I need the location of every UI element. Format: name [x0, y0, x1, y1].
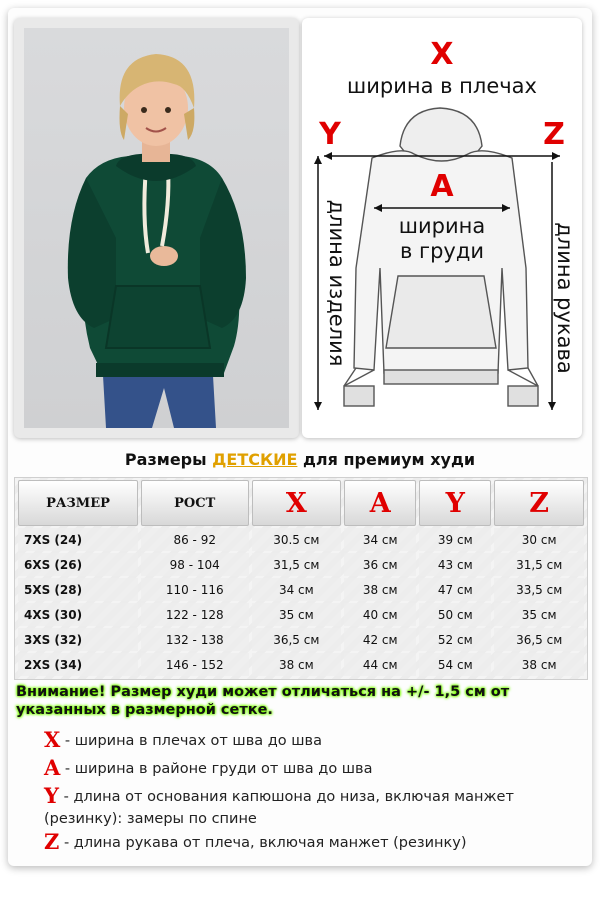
legend-letter-y: Y — [44, 783, 59, 808]
legend-item-x — [44, 729, 564, 752]
cell-x: 34 см — [252, 578, 342, 601]
cell-x: 31,5 см — [252, 553, 342, 576]
x-label: ширина в плечах — [347, 74, 537, 98]
header-z: Z — [494, 480, 584, 526]
cell-size: 6XS (26) — [18, 553, 138, 576]
title-highlight: ДЕТСКИЕ — [212, 450, 298, 469]
legend-item-z — [44, 831, 564, 854]
cell-y: 54 см — [419, 653, 491, 676]
a-label-line2: в груди — [399, 239, 485, 263]
cell-y: 43 см — [419, 553, 491, 576]
legend-letter-x: X — [44, 727, 61, 752]
table-row — [18, 553, 584, 576]
cell-a: 42 см — [344, 628, 416, 651]
cell-size: 5XS (28) — [18, 578, 138, 601]
cell-a: 40 см — [344, 603, 416, 626]
cell-z: 30 см — [494, 528, 584, 551]
cell-height: 146 - 152 — [141, 653, 249, 676]
cell-x: 30.5 см — [252, 528, 342, 551]
cell-y: 52 см — [419, 628, 491, 651]
legend-text-y: - длина от основания капюшона до низа, включая манжет (резинку): замеры по спине — [44, 789, 514, 827]
cell-x: 35 см — [252, 603, 342, 626]
header-a: A — [344, 480, 416, 526]
cell-z: 31,5 см — [494, 553, 584, 576]
product-photo-panel — [14, 18, 299, 438]
cell-size: 2XS (34) — [18, 653, 138, 676]
table-row — [18, 603, 584, 626]
legend-letter-z: Z — [44, 829, 60, 854]
legend-text-x: - ширина в плечах от шва до шва — [64, 733, 322, 749]
legend-letter-a: A — [44, 755, 61, 780]
legend-item-a — [44, 757, 564, 780]
table-row — [18, 578, 584, 601]
cell-size: 4XS (30) — [18, 603, 138, 626]
cell-size: 7XS (24) — [18, 528, 138, 551]
title-suffix: для премиум худи — [302, 450, 476, 469]
a-label-line1: ширина — [398, 214, 486, 238]
table-row — [18, 653, 584, 676]
cell-y: 47 см — [419, 578, 491, 601]
y-letter: Y — [319, 117, 341, 152]
cell-height: 98 - 104 — [141, 553, 249, 576]
cell-a: 38 см — [344, 578, 416, 601]
cell-y: 39 см — [419, 528, 491, 551]
header-y: Y — [419, 480, 491, 526]
cell-x: 38 см — [252, 653, 342, 676]
hand-shape — [150, 246, 178, 266]
table-row — [18, 528, 584, 551]
cell-z: 36,5 см — [494, 628, 584, 651]
header-x: X — [252, 480, 342, 526]
legend-text-a: - ширина в районе груди от шва до шва — [64, 761, 373, 777]
title-prefix: Размеры — [124, 450, 207, 469]
table-row — [18, 628, 584, 651]
hoodie-waistband — [96, 363, 224, 377]
size-chart-title — [0, 450, 600, 469]
size-table-header-row — [18, 480, 584, 526]
header-height: РОСТ — [141, 480, 249, 526]
header-size: РАЗМЕР — [18, 480, 138, 526]
measurement-diagram-panel — [302, 18, 582, 438]
x-letter: X — [430, 37, 454, 72]
cell-z: 38 см — [494, 653, 584, 676]
cell-height: 132 - 138 — [141, 628, 249, 651]
cell-size: 3XS (32) — [18, 628, 138, 651]
cell-y: 50 см — [419, 603, 491, 626]
cell-x: 36,5 см — [252, 628, 342, 651]
y-label: длина изделия — [325, 199, 349, 367]
cell-z: 33,5 см — [494, 578, 584, 601]
hoodie-measurement-diagram — [302, 18, 582, 438]
cell-height: 86 - 92 — [141, 528, 249, 551]
cell-height: 122 - 128 — [141, 603, 249, 626]
cell-a: 44 см — [344, 653, 416, 676]
a-letter: A — [430, 169, 454, 204]
child-in-hoodie-illustration — [24, 28, 289, 428]
legend-text-z: - длина рукава от плеча, включая манжет (резинку) — [63, 835, 467, 851]
z-letter: Z — [543, 117, 565, 152]
size-table-container — [14, 477, 588, 680]
hoodie-pocket — [106, 286, 210, 348]
cell-z: 35 см — [494, 603, 584, 626]
size-table — [15, 478, 587, 678]
size-warning-note: Внимание! Размер худи может отличаться на +/- 1,5 см от указанных в размерной сетке. — [16, 684, 510, 718]
legend-item-y — [44, 785, 564, 830]
cell-height: 110 - 116 — [141, 578, 249, 601]
product-photo — [24, 28, 289, 428]
cell-a: 36 см — [344, 553, 416, 576]
cell-a: 34 см — [344, 528, 416, 551]
z-label: длина рукава — [553, 222, 577, 374]
